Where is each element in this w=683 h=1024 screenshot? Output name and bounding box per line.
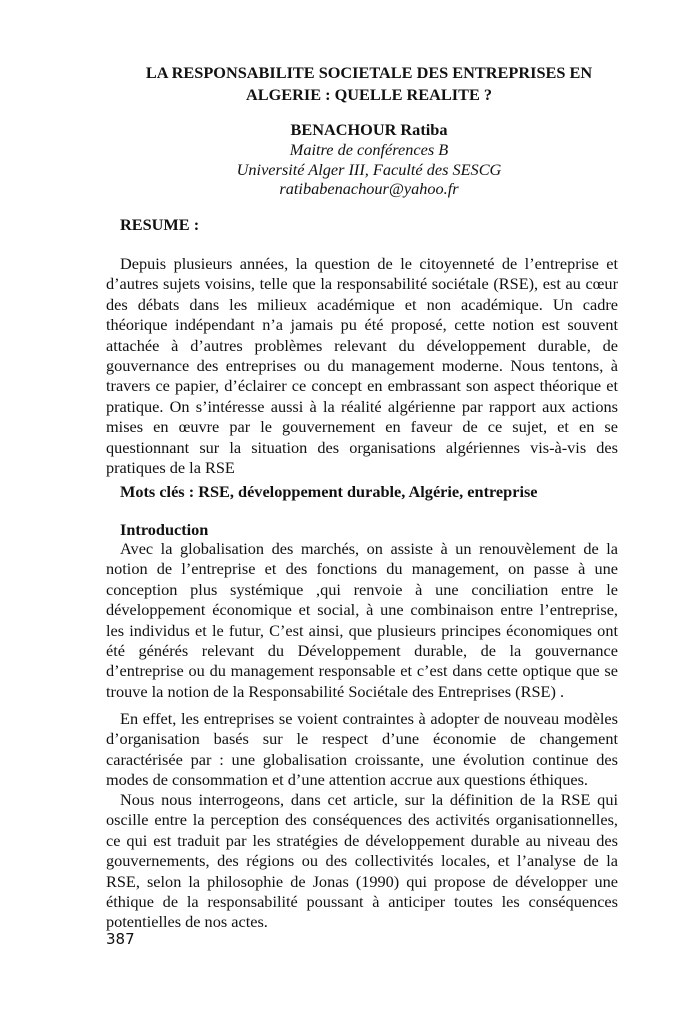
introduction-paragraph-2: En effet, les entreprises se voient contraintes à adopter de nouveau modèles d’organisation basés sur le respect d’une économie de changement caractérisée par : une globalisation croissante, une évolution continue des modes de consommation et d’une attention accrue aux questions éthiques. [106,709,618,790]
author-email: ratibabenachour@yahoo.fr [279,179,459,199]
keywords: Mots clés : RSE, développement durable, Algérie, entreprise [120,482,538,501]
introduction-paragraph-1: Avec la globalisation des marchés, on assiste à un renouvèlement de la notion de l’entreprise et des fonctions du management, on passe à une conception plus systémique ,qui renvoie à une conciliation entre le développement économique et social, à une combinaison entre l’entreprise, les individus et le futur, C’est ainsi, que plusieurs principes économiques ont été générés relevant du Développement durable, de la gouvernance d’entreprise ou du management responsable et c’est dans cette optique que se trouve la notion de la Responsabilité Sociétale des Entreprises (RSE) . [106,539,618,701]
introduction-heading: Introduction [120,520,209,539]
author-name: BENACHOUR Ratiba [290,120,448,139]
page-number: 387 [106,930,135,948]
title-line-2: ALGERIE : QUELLE REALITE ? [245,85,493,104]
abstract-paragraph: Depuis plusieurs années, la question de le citoyenneté de l’entreprise et d’autres sujets voisins, telle que la responsabilité sociétale (RSE), est au cœur des débats dans les milieux académique et non académique. Un cadre théorique indépendant n’a jamais pu été proposé, cette notion est souvent attachée à d’autres problèmes relevant du développement durable, de gouvernance des entreprises ou du management moderne. Nous tentons, à travers ce papier, d’éclairer ce concept en embrassant son aspect théorique et pratique. On s’intéresse aussi à la réalité algérienne par rapport aux actions mises en œuvre par le gouvernement en faveur de ce sujet, et en se questionnant sur la situation des organisations algériennes vis-à-vis des pratiques de la RSE [106,254,618,478]
author-affiliation: Université Alger III, Faculté des SESCG [236,159,502,179]
author-position: Maitre de conférences B [289,139,449,159]
author-block [120,120,618,199]
abstract-heading: RESUME : [120,215,200,234]
introduction-paragraph-3: Nous nous interrogeons, dans cet article, sur la définition de la RSE qui oscille entre la perception des conséquences des activités organisationnelles, ce qui est traduit par les stratégies de développement durable au niveau des gouvernements, des régions ou des collectivités locales, et l’analyse de la RSE, selon la philosophie de Jonas (1990) qui propose de développer une éthique de la responsabilité poussant à anticiper toutes les conséquences potentielles de nos actes. [106,790,618,932]
paper-title [120,62,618,106]
title-line-1: LA RESPONSABILITE SOCIETALE DES ENTREPRISES EN [145,63,593,82]
